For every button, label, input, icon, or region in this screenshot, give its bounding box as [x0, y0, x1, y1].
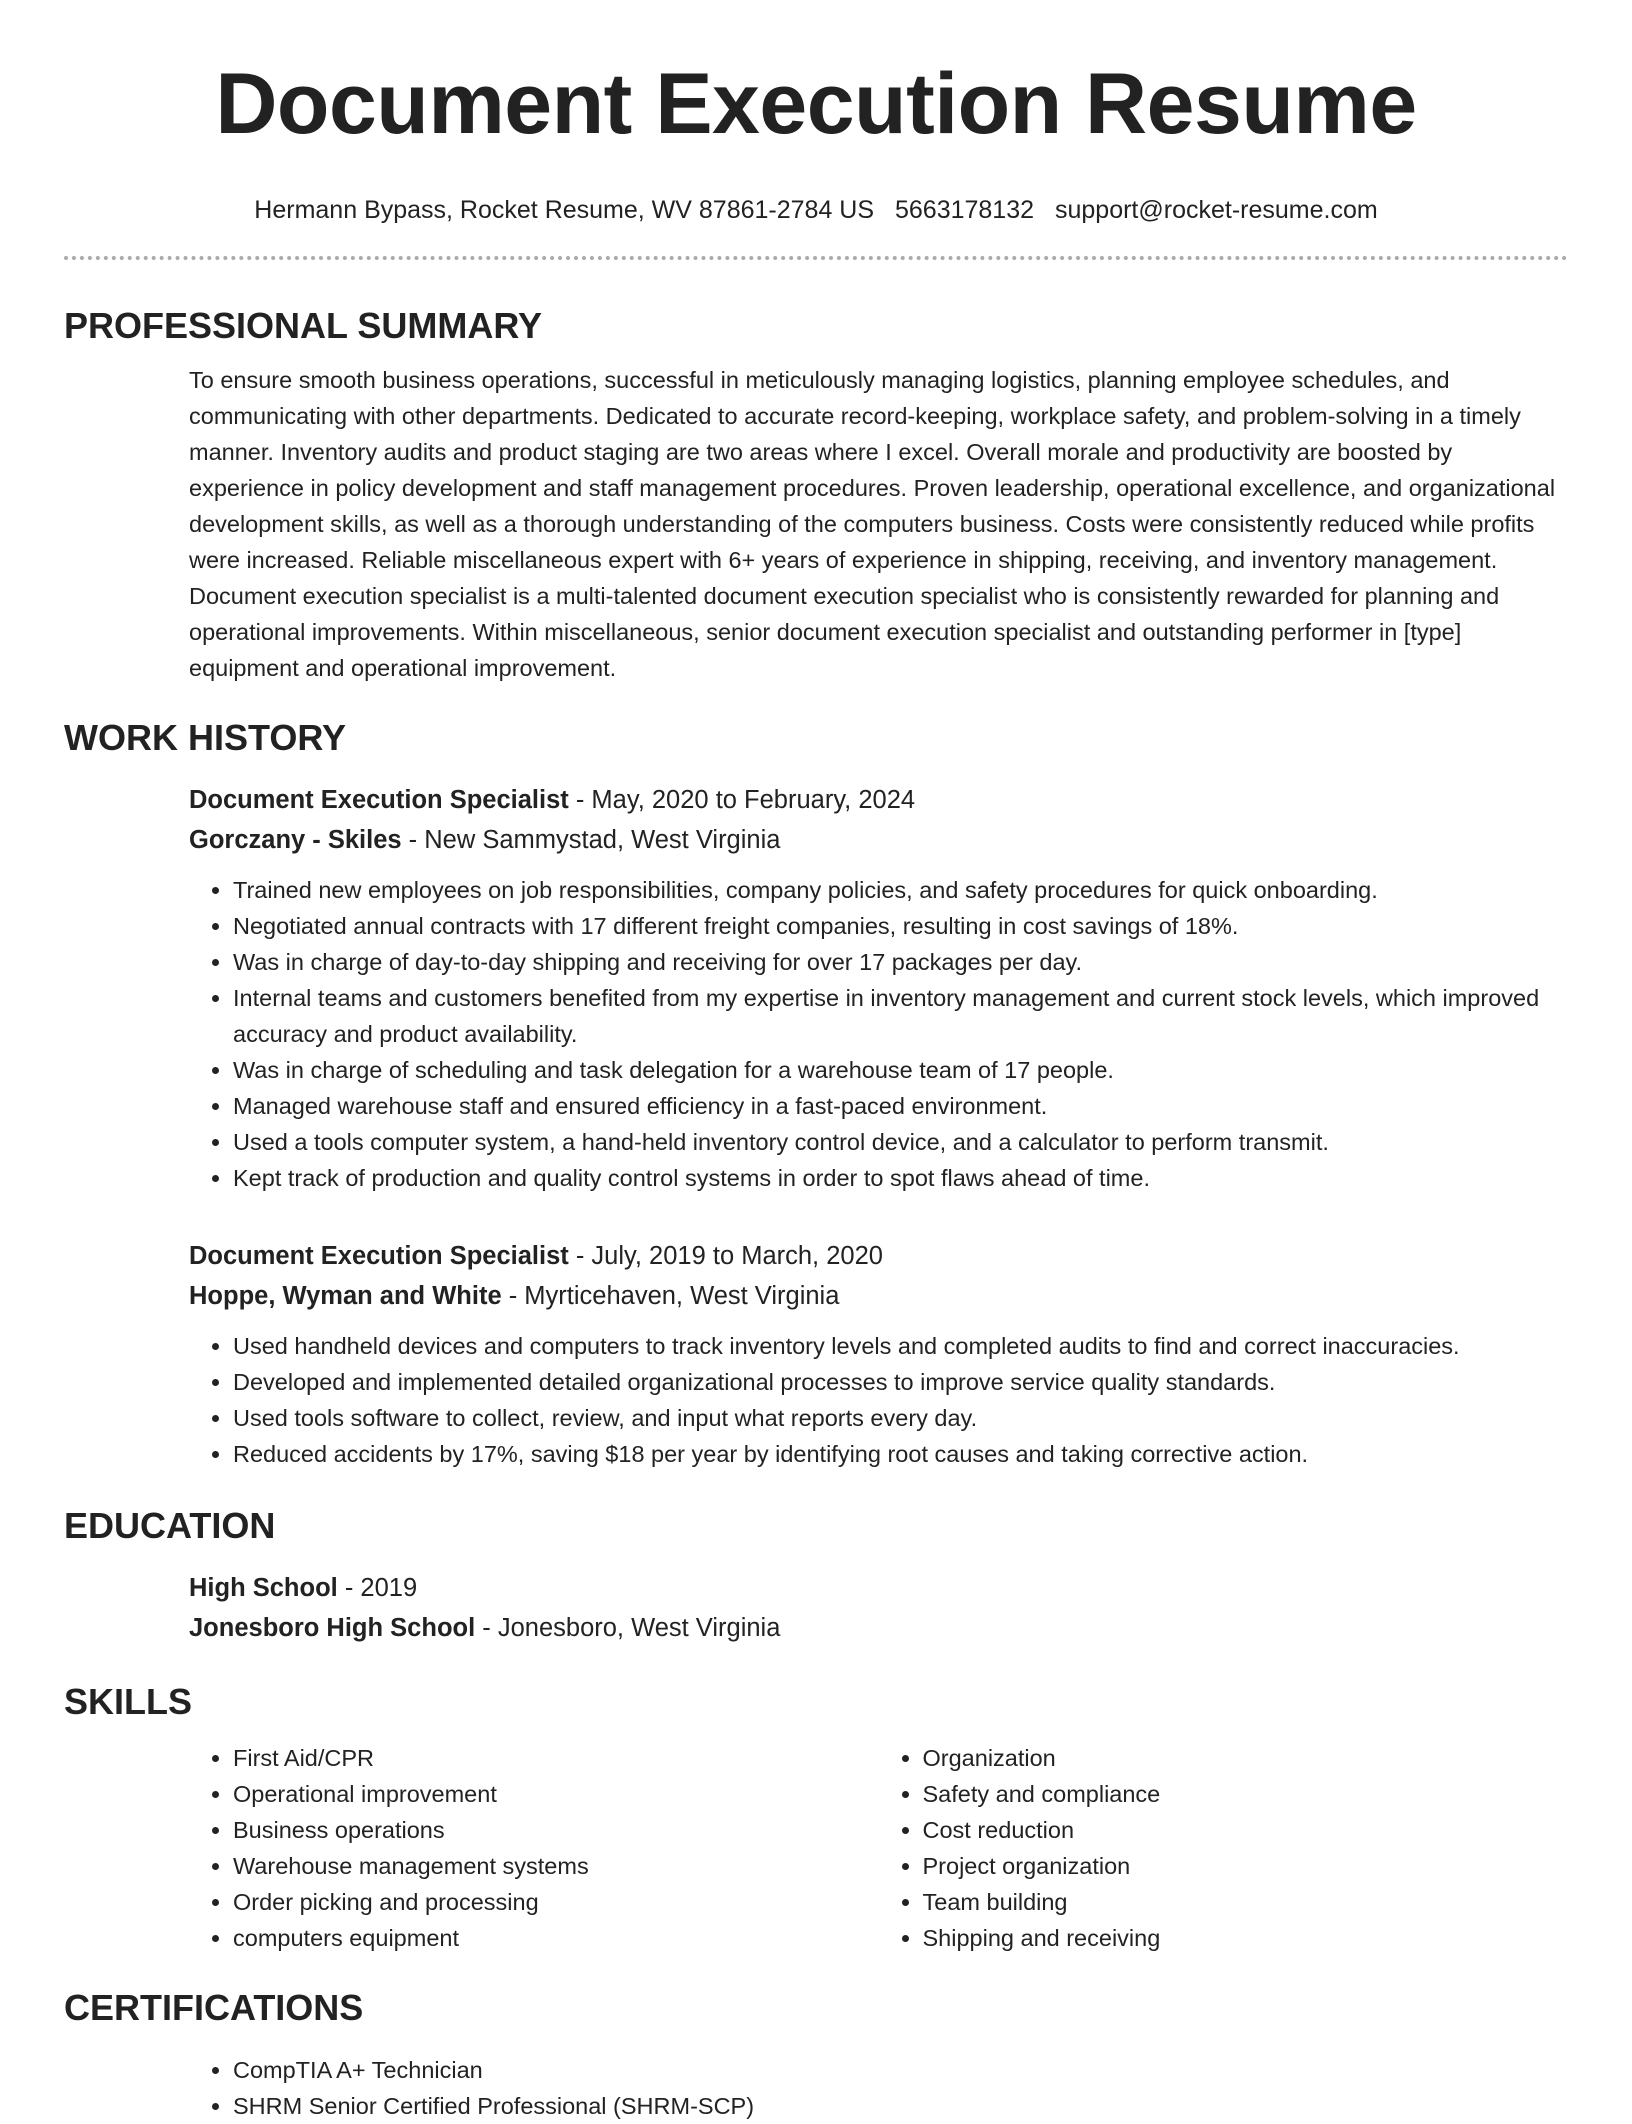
job-bullet: • Used a tools computer system, a hand-held inventory control device, and a calculator to perform transmit. — [233, 1124, 1568, 1160]
education-year: - 2019 — [337, 1574, 418, 1602]
contact-email: support@rocket-resume.com — [1054, 196, 1378, 224]
certification-item: • SHRM Senior Certified Professional (SHRM-SCP) — [233, 2088, 1568, 2124]
summary-heading: PROFESSIONAL SUMMARY — [64, 305, 543, 346]
job-title-line — [189, 1236, 1568, 1276]
job-bullet: • Developed and implemented detailed organizational processes to improve service quality standards. — [233, 1364, 1568, 1400]
education-section — [189, 1568, 1568, 1648]
contact-address: Hermann Bypass, Rocket Resume, WV 87861-2784 US — [254, 196, 875, 224]
certifications-list — [189, 2052, 1568, 2124]
header-divider — [64, 256, 1568, 260]
contact-phone: 5663178132 — [894, 196, 1035, 224]
skill-item: • First Aid/CPR — [233, 1740, 879, 1776]
job-company-line — [189, 820, 1568, 860]
job-bullet: • Managed warehouse staff and ensured efficiency in a fast-paced environment. — [233, 1088, 1568, 1124]
job-bullet: • Was in charge of day-to-day shipping and receiving for over 17 packages per day. — [233, 944, 1568, 980]
job-bullets — [189, 1328, 1568, 1472]
skills-heading: SKILLS — [64, 1681, 193, 1722]
certification-item: • CompTIA A+ Technician — [233, 2052, 1568, 2088]
job-title-line — [189, 780, 1568, 820]
job-bullets — [189, 872, 1568, 1196]
summary-section — [189, 362, 1568, 686]
job-bullet: • Was in charge of scheduling and task delegation for a warehouse team of 17 people. — [233, 1052, 1568, 1088]
contact-info — [64, 194, 1568, 226]
education-school-line — [189, 1608, 1568, 1648]
summary-text: To ensure smooth business operations, successful in meticulously managing logistics, planning employee schedules, and communicating with other departments. Dedicated to accurate record-keeping, workplace safety, and problem-solving in a timely manner. Inventory audits and product staging are two areas where I excel. Overall morale and productivity are boosted by experience in policy development and staff management procedures. Proven leadership, operational excellence, and organizational development skills, as well as a thorough understanding of the computers business. Costs were consistently reduced while profits were increased. Reliable miscellaneous expert with 6+ years of experience in shipping, receiving, and inventory management. Document execution specialist is a multi-talented document execution specialist who is consistently rewarded for planning and operational improvements. Within miscellaneous, senior document execution specialist and outstanding performer in [type] equipment and operational improvement. — [189, 367, 1556, 681]
skills-section — [189, 1740, 1568, 1956]
skill-item: • Safety and compliance — [923, 1776, 1569, 1812]
page-title: Document Execution Resume — [215, 56, 1417, 152]
skill-item: • Cost reduction — [923, 1812, 1569, 1848]
skill-item: • Warehouse management systems — [233, 1848, 879, 1884]
skill-item: • Order picking and processing — [233, 1884, 879, 1920]
skills-list-right — [879, 1740, 1569, 1956]
skill-item: • Project organization — [923, 1848, 1569, 1884]
education-school: Jonesboro High School — [189, 1614, 476, 1642]
job-location: - New Sammystad, West Virginia — [401, 826, 781, 854]
job-entry — [189, 780, 1568, 1196]
job-bullet: • Internal teams and customers benefited from my expertise in inventory management and current stock levels, which improved accuracy and product availability. — [233, 980, 1568, 1052]
job-company: Gorczany - Skiles — [189, 826, 402, 854]
job-entry — [189, 1236, 1568, 1472]
education-location: - Jonesboro, West Virginia — [475, 1614, 781, 1642]
job-company-line — [189, 1276, 1568, 1316]
education-degree: High School — [189, 1574, 338, 1602]
job-bullet: • Trained new employees on job responsibilities, company policies, and safety procedures for quick onboarding. — [233, 872, 1568, 908]
skill-item: • Team building — [923, 1884, 1569, 1920]
certifications-section — [189, 2052, 1568, 2124]
skill-item: • Business operations — [233, 1812, 879, 1848]
job-dates: - July, 2019 to March, 2020 — [568, 1242, 883, 1270]
job-company: Hoppe, Wyman and White — [189, 1282, 502, 1310]
skill-item: • computers equipment — [233, 1920, 879, 1956]
education-degree-line — [189, 1568, 1568, 1608]
job-bullet: • Negotiated annual contracts with 17 different freight companies, resulting in cost savings of 18%. — [233, 908, 1568, 944]
education-heading: EDUCATION — [64, 1505, 276, 1546]
skills-list-left — [189, 1740, 879, 1956]
job-bullet: • Kept track of production and quality control systems in order to spot flaws ahead of time. — [233, 1160, 1568, 1196]
work-history-section — [189, 780, 1568, 1472]
skill-item: • Shipping and receiving — [923, 1920, 1569, 1956]
job-title: Document Execution Specialist — [189, 1242, 569, 1270]
job-location: - Myrticehaven, West Virginia — [501, 1282, 840, 1310]
job-dates: - May, 2020 to February, 2024 — [568, 786, 916, 814]
job-title: Document Execution Specialist — [189, 786, 569, 814]
skill-item: • Organization — [923, 1740, 1569, 1776]
job-bullet: • Used handheld devices and computers to track inventory levels and completed audits to find and correct inaccuracies. — [233, 1328, 1568, 1364]
skill-item: • Operational improvement — [233, 1776, 879, 1812]
certifications-heading: CERTIFICATIONS — [64, 1987, 364, 2028]
work-history-heading: WORK HISTORY — [64, 717, 347, 758]
job-bullet: • Reduced accidents by 17%, saving $18 per year by identifying root causes and taking corrective action. — [233, 1436, 1568, 1472]
job-bullet: • Used tools software to collect, review, and input what reports every day. — [233, 1400, 1568, 1436]
